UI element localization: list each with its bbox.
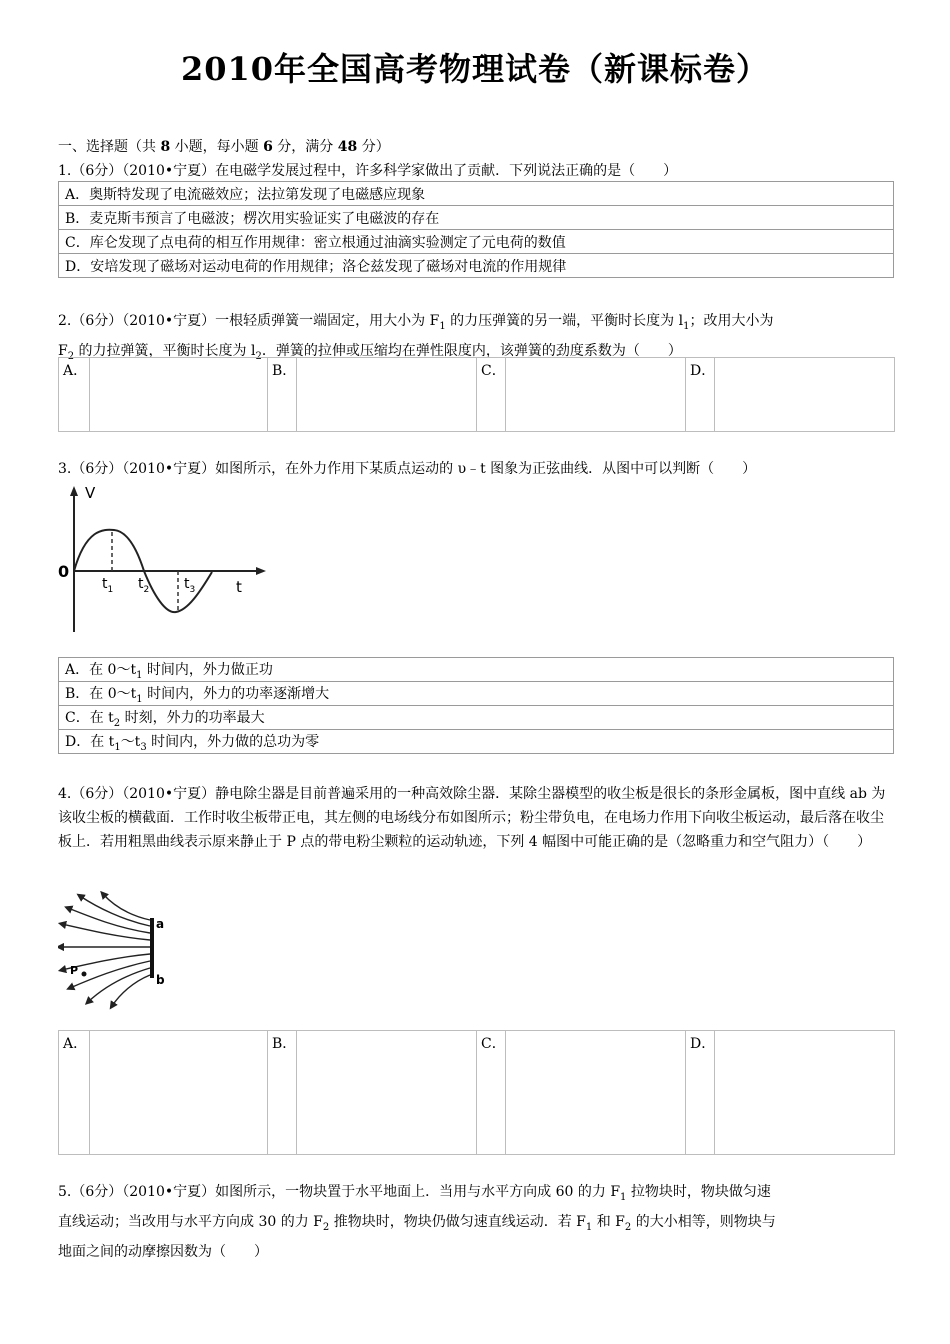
q4-option-d-cell[interactable] xyxy=(715,1031,895,1155)
q1-option-b[interactable]: B．麦克斯韦预言了电磁波；楞次用实验证实了电磁波的存在 xyxy=(59,206,894,230)
q3-option-b[interactable]: B．在 $0\sim t_1$ 时间内，外力的功率逐渐增大 xyxy=(59,682,894,706)
q4-option-d-label[interactable]: D． xyxy=(686,1031,715,1155)
q4-stem: 4.（6分）（2010•宁夏）静电除尘器是目前普遍采用的一种高效除尘器．某除尘器模型的收尘板是很长的条形金属板，图中直线 ab 为该收尘板的横截面．工作时收尘板带正电，其左侧的电场线分布如图所示；粉尘带负电，在电场力作用下向收尘板运动，最后落在收尘板上．若用粗黑曲线表示原来静止于 P 点的带电粉尘颗粒的运动轨迹，下列 4 幅图中可能正确的是（忽略重力和空气阻力）（ ） xyxy=(58,786,886,850)
q3-option-a[interactable]: A．在 $0\sim t_1$ 时间内，外力做正功 xyxy=(59,658,894,682)
q1-option-a[interactable]: A．奥斯特发现了电流磁效应；法拉第发现了电磁感应现象 xyxy=(59,182,894,206)
q2-option-a-label[interactable]: A． xyxy=(59,358,90,432)
t1-label: $t_1$ xyxy=(102,576,114,595)
q2-option-d-label[interactable]: D． xyxy=(686,358,715,432)
field-line xyxy=(80,896,150,926)
q1-option-c[interactable]: C．库仑发现了点电荷的相互作用规律：密立根通过油滴实验测定了元电荷的数值 xyxy=(59,230,894,254)
point-p xyxy=(82,972,87,977)
label-b: b xyxy=(156,973,165,987)
field-line xyxy=(62,924,150,940)
q1-options xyxy=(58,181,894,278)
field-line xyxy=(103,894,150,920)
q3-options xyxy=(58,657,894,754)
page-title: 2010年全国高考物理试卷（新课标卷） xyxy=(180,50,770,88)
label-p: P xyxy=(70,964,79,977)
q4-option-a-label[interactable]: A． xyxy=(59,1031,90,1155)
q3-vt-graph xyxy=(58,484,268,639)
q4-option-a-cell[interactable] xyxy=(90,1031,268,1155)
t-axis-arrow xyxy=(256,567,266,575)
origin-label: 0 xyxy=(58,562,70,581)
v-axis-label: V xyxy=(85,484,96,502)
v-axis-arrow xyxy=(70,486,78,496)
q1-option-d[interactable]: D．安培发现了磁场对运动电荷的作用规律；洛仑兹发现了磁场对电流的作用规律 xyxy=(59,254,894,278)
q2-answer-grid xyxy=(58,357,895,432)
q3-option-d[interactable]: D．在 $t_1\sim t_3$ 时间内，外力做的总功为零 xyxy=(59,730,894,754)
t3-label: $t_3$ xyxy=(184,576,196,595)
q2-option-b-label[interactable]: B． xyxy=(268,358,297,432)
q3-stem: 3.（6分）（2010•宁夏）如图所示，在外力作用下某质点运动的 υ﹣t 图象为正弦曲线．从图中可以判断（ ） xyxy=(58,461,757,477)
q2-option-d-cell[interactable] xyxy=(715,358,895,432)
t-axis-label: t xyxy=(236,578,242,596)
q5-stem: 5.（6分）（2010•宁夏）如图所示，一物块置于水平地面上．当用与水平方向成 60 的力 $F_1$ 拉物块时，物块做匀速 直线运动；当改用与水平方向成 30 的力 $F_2$ 推物块时，物块仍做匀速直线运动．若 $F_1$ 和 $F_2$ 的大小相等，则物块与 地面之间的动摩擦因数为（ ） xyxy=(58,1184,776,1260)
q4-option-c-label[interactable]: C． xyxy=(477,1031,506,1155)
label-a: a xyxy=(156,917,165,931)
q4-option-b-label[interactable]: B． xyxy=(268,1031,297,1155)
q2-option-b-cell[interactable] xyxy=(297,358,477,432)
q3-option-c[interactable]: C．在 $t_2$ 时刻，外力的功率最大 xyxy=(59,706,894,730)
q2-option-c-cell[interactable] xyxy=(506,358,686,432)
q4-option-b-cell[interactable] xyxy=(297,1031,477,1155)
q4-option-c-cell[interactable] xyxy=(506,1031,686,1155)
q4-answer-grid xyxy=(58,1030,895,1155)
q2-stem: 2.（6分）（2010•宁夏）一根轻质弹簧一端固定，用大小为 $F_1$ 的力压弹簧的另一端，平衡时长度为 $l_1$；改用大小为 $F_2$ 的力拉弹簧，平衡时长度为 $l_2$．弹簧的拉伸或压缩均在弹性限度内，该弹簧的劲度系数为（ ） xyxy=(58,313,774,362)
t2-label: $t_2$ xyxy=(138,576,150,595)
field-line xyxy=(112,975,150,1006)
section-header: 一、选择题（共 8 小题，每小题 6 分，满分 48 分） xyxy=(58,139,390,155)
q4-field-figure xyxy=(58,890,178,1010)
q2-option-c-label[interactable]: C． xyxy=(477,358,506,432)
q1-stem: 1.（6分）（2010•宁夏）在电磁学发展过程中，许多科学家做出了贡献．下列说法正确的是（ ） xyxy=(58,163,678,179)
q2-option-a-cell[interactable] xyxy=(90,358,268,432)
